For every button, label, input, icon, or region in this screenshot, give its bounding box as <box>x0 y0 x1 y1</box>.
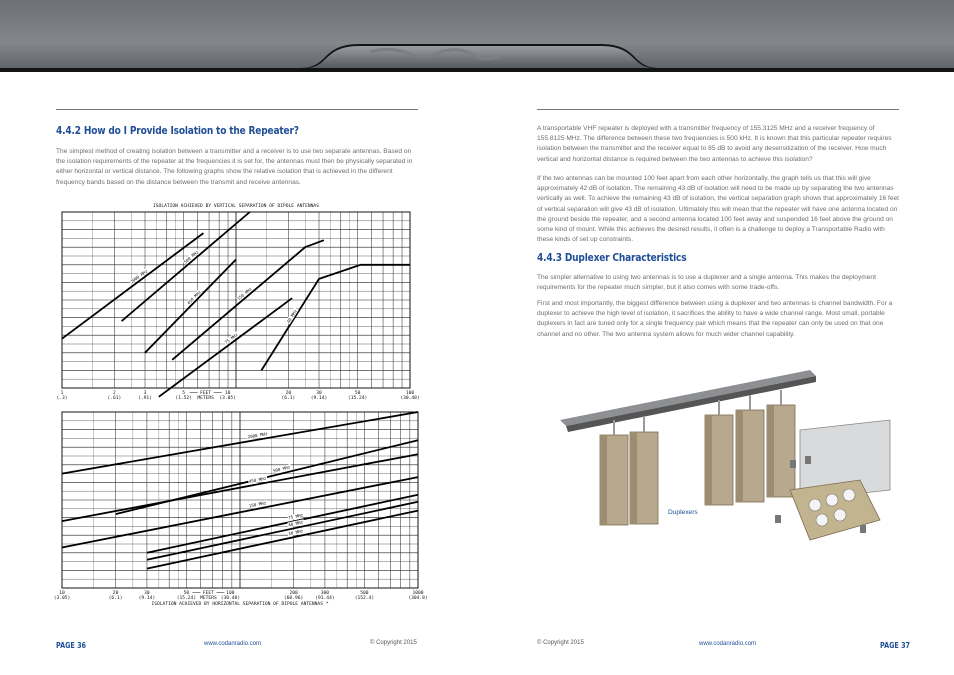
x-axis-label-metric: METERS <box>197 396 214 401</box>
footer-copyright-left: © Copyright 2015 <box>370 640 417 646</box>
x-tick-label: 1000 <box>412 591 424 596</box>
series-line <box>147 511 418 569</box>
x-axis-label-metric: METERS <box>200 596 217 601</box>
x-tick-label: 20 <box>112 591 119 596</box>
photo-caption: Duplexers <box>668 509 698 516</box>
x-axis-mid-tick: 100 <box>226 591 235 596</box>
x-tick-metric-label: (30.48) <box>400 396 420 401</box>
series-label: 150 MHz <box>236 286 253 302</box>
x-tick-metric-label: (152.4) <box>354 596 375 601</box>
series-line <box>147 502 418 560</box>
x-tick-label: 100 <box>405 391 415 396</box>
x-tick-label: 5 <box>182 391 186 396</box>
page-number-left: PAGE 36 <box>56 641 87 650</box>
x-tick-label: 300 <box>320 591 330 596</box>
series-label: 75 MHz <box>287 512 304 521</box>
x-tick-metric-label: (304.8) <box>408 596 428 601</box>
x-tick-label: 3 <box>143 391 147 396</box>
series-line <box>122 212 250 321</box>
x-tick-metric-label: (1.52) <box>175 396 192 401</box>
series-label: 40 MHz <box>287 519 304 528</box>
header-banner <box>0 0 954 72</box>
example-result-paragraph: If the two antennas can be mounted 100 feet apart from each other horizontally, the graph tells us that this will give approximately 42 dB of isolation. The remaining 43 dB of isolation will need to be made up by separating the two antennas vertically as well. To achieve the remaining 43 dB of isolation, the vertical separation graph shows that approximately 16 feet of vertical separation will give 43 dB of isolation. Ultimately this will mean that the repeater will have one antenna located on the ground beside the repeater, and a second antenna located 100 feet away and suspended 16 feet above the ground on some kind of mount. While this achieves the desired results, it often is a challenge to deploy a Transportable Radio with these kinds of set up constraints. <box>537 175 899 244</box>
series-label: 75 MHz <box>223 331 239 345</box>
x-tick-metric-label: (.61) <box>107 396 122 401</box>
x-tick-metric-label: (91.44) <box>315 596 335 601</box>
footer-copyright-right: © Copyright 2015 <box>537 640 584 646</box>
x-tick-metric-label: (9.14) <box>138 596 156 601</box>
x-axis-mid-tick-metric: (30.48) <box>220 596 241 601</box>
section-heading-isolation: 4.4.2 How do I Provide Isolation to the Repeater? <box>56 125 299 137</box>
right-top-rule <box>537 109 899 110</box>
duplexers-photo <box>560 360 910 560</box>
x-tick-label: 500 <box>360 591 369 596</box>
left-top-rule <box>56 109 418 110</box>
x-tick-metric-label: (9.14) <box>310 396 328 401</box>
x-tick-metric-label: (.3) <box>56 396 68 401</box>
x-tick-label: 2 <box>112 391 116 396</box>
x-tick-metric-label: (6.1) <box>108 596 123 601</box>
series-label: 2000 MHz <box>247 431 268 440</box>
footer-url-right[interactable]: www.codanradio.com <box>699 641 757 647</box>
x-tick-metric-label: (60.96) <box>283 596 304 601</box>
x-tick-metric-label: (15.24) <box>347 396 368 401</box>
x-tick-label: 200 <box>289 591 298 596</box>
x-tick-metric-label: (6.1) <box>281 396 296 401</box>
page-number-right: PAGE 37 <box>880 641 911 650</box>
footer-url-left[interactable]: www.codanradio.com <box>204 641 262 647</box>
x-axis-mid-tick: 10 <box>224 391 231 396</box>
x-tick-label: 10 <box>59 591 65 596</box>
example-paragraph: A transportable VHF repeater is deployed with a transmitter frequency of 155.3125 MHz and a receiver frequency of 155.8125 MHz. The difference between these two frequencies is 500 kHz. It is known that this particular repeater requires isolation between the transmitter and the receiver equal to 85 dB to avoid any desensitization of the receiver. How much vertical and horizontal distance is required between the two antennas to achieve this isolation? <box>537 125 892 163</box>
x-tick-label: 30 <box>316 391 322 396</box>
series-label: 150 MHz <box>248 500 267 509</box>
x-axis-label: FEET <box>202 591 214 596</box>
x-tick-label: 1 <box>60 391 64 396</box>
series-label: 500 MHz <box>272 464 291 474</box>
x-axis-label: FEET <box>200 391 212 396</box>
series-line <box>159 298 292 397</box>
vertical-separation-chart <box>56 200 418 405</box>
series-label: 500 MHz <box>182 249 200 265</box>
x-axis-mid-tick-metric: (3.05) <box>219 396 236 401</box>
section-heading-duplexer: 4.4.3 Duplexer Characteristics <box>537 252 687 264</box>
series-label: 30 MHz <box>287 528 304 537</box>
banner-world-map <box>0 30 954 72</box>
isolation-paragraph: The simplest method of creating isolation between a transmitter and a receiver is to use two separate antennas. Based on the isolation requirements of the repeater at the frequencies it is set for, the antennas must then be physically separated in either horizontal or vertical distance. The following graphs show the relative isolation that is achieved in the different frequency bands based on the distance between the transmit and receive antennas. <box>56 148 413 186</box>
horizontal-separation-chart <box>53 410 428 610</box>
series-label: 450 MHz <box>248 475 267 484</box>
duplexer-intro-paragraph: The simpler alternative to using two antennas is to use a duplexer and a single antenna. This makes the deployment requirements for the repeater much simpler, but it also comes with some trade-offs. <box>537 274 876 292</box>
x-tick-metric-label: (15.24) <box>176 596 197 601</box>
series-label: 40 MHz <box>285 308 298 325</box>
series-line <box>62 233 203 339</box>
chart-title: ISOLATION ACHIEVED BY HORIZONTAL SEPARATION OF DIPOLE ANTENNAS * <box>151 602 329 607</box>
x-tick-label: 50 <box>183 591 190 596</box>
series-label: 2000 MHz <box>129 268 149 285</box>
series-label: 450 MHz <box>186 289 202 306</box>
duplexer-bandwidth-paragraph: First and most importantly, the biggest difference between using a duplexer and two antennas is channel bandwidth. For a duplexer to achieve the high level of isolation, it sacrifices the ability to have a wide channel range. Most small, portable duplexers in fact are tuned only for a single frequency pair which means that the repeater can only be used on that one channel and no other. The two antenna system allows for much wider channel capability. <box>537 300 893 338</box>
x-tick-metric-label: (3.05) <box>53 596 71 601</box>
x-tick-label: 20 <box>285 391 292 396</box>
chart-title: ISOLATION ACHIEVED BY VERTICAL SEPARATION OF DIPOLE ANTENNAS <box>153 204 319 209</box>
x-tick-label: 30 <box>144 591 150 596</box>
x-tick-label: 50 <box>354 391 361 396</box>
x-tick-metric-label: (.91) <box>138 396 152 401</box>
